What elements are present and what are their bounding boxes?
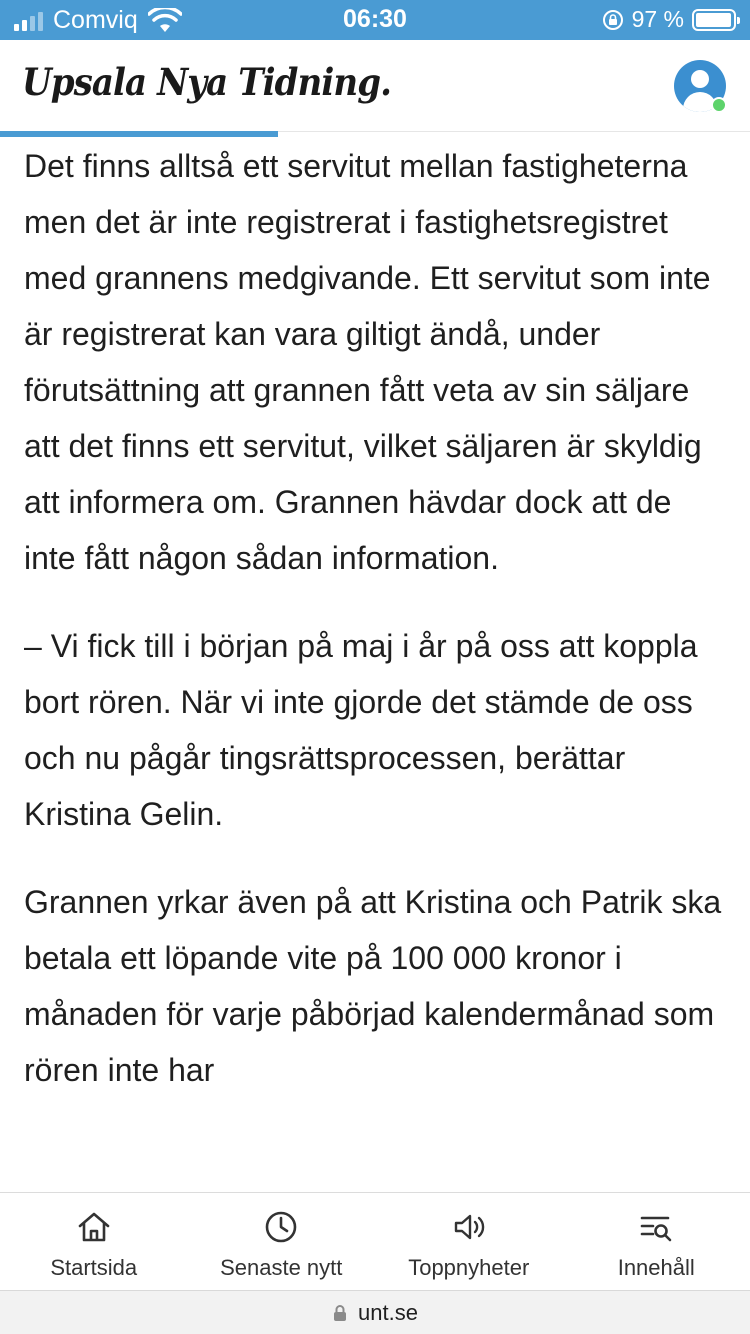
online-status-dot: [711, 97, 727, 113]
carrier-name: Comviq: [53, 6, 138, 34]
battery-percent: 97 %: [631, 6, 684, 32]
clock-icon: [263, 1209, 299, 1245]
battery-icon: [692, 9, 736, 31]
nav-label: Toppnyheter: [408, 1255, 530, 1280]
article-paragraph: Det finns alltså ett servitut mellan fastigheterna men det är inte registrerat i fastighetsregistret med grannens medgivande. Ett servitut som inte är registrerat kan vara giltigt ändå, under förutsättning att grannen fått veta av sin säljare att det finns ett servitut, vilket säljaren är skyldig att informera om. Grannen hävdar dock att de inte fått någon sådan information.: [24, 148, 711, 576]
menu-search-icon: [638, 1209, 674, 1245]
browser-url-bar[interactable]: [0, 1290, 750, 1334]
home-icon: [76, 1209, 112, 1245]
nav-item-senaste-nytt[interactable]: [188, 1193, 376, 1290]
rotation-lock-icon: [602, 9, 624, 31]
status-right: [602, 6, 736, 33]
nav-label: Startsida: [50, 1255, 138, 1280]
lock-icon: [332, 1304, 348, 1322]
bottom-nav: [0, 1192, 750, 1290]
reading-progress-fill: [0, 131, 278, 137]
article-body: [24, 138, 729, 1192]
status-bar: [0, 0, 750, 40]
speaker-icon: [451, 1209, 487, 1245]
unt-logo[interactable]: Upsala Nya Tidning.: [22, 60, 392, 104]
nav-item-innehall[interactable]: [563, 1193, 750, 1290]
nav-label: Innehåll: [617, 1255, 695, 1280]
article-paragraph: Grannen yrkar även på att Kristina och Patrik ska betala ett löpande vite på 100 000 kronor i månaden för varje påbörjad kalendermånad som rören inte har: [24, 884, 722, 1088]
app-header: [0, 40, 750, 132]
article-paragraph: – Vi fick till i början på maj i år på oss att koppla bort rören. När vi inte gjorde det stämde de oss och nu pågår tingsrättsprocessen, berättar Kristina Gelin.: [24, 628, 698, 832]
url-domain: unt.se: [358, 1299, 418, 1325]
nav-label: Senaste nytt: [220, 1255, 343, 1280]
nav-item-startsida[interactable]: [0, 1193, 188, 1290]
status-time: 06:30: [343, 5, 407, 33]
nav-item-toppnyheter[interactable]: [375, 1193, 563, 1290]
reading-progress-bar: [0, 131, 750, 137]
